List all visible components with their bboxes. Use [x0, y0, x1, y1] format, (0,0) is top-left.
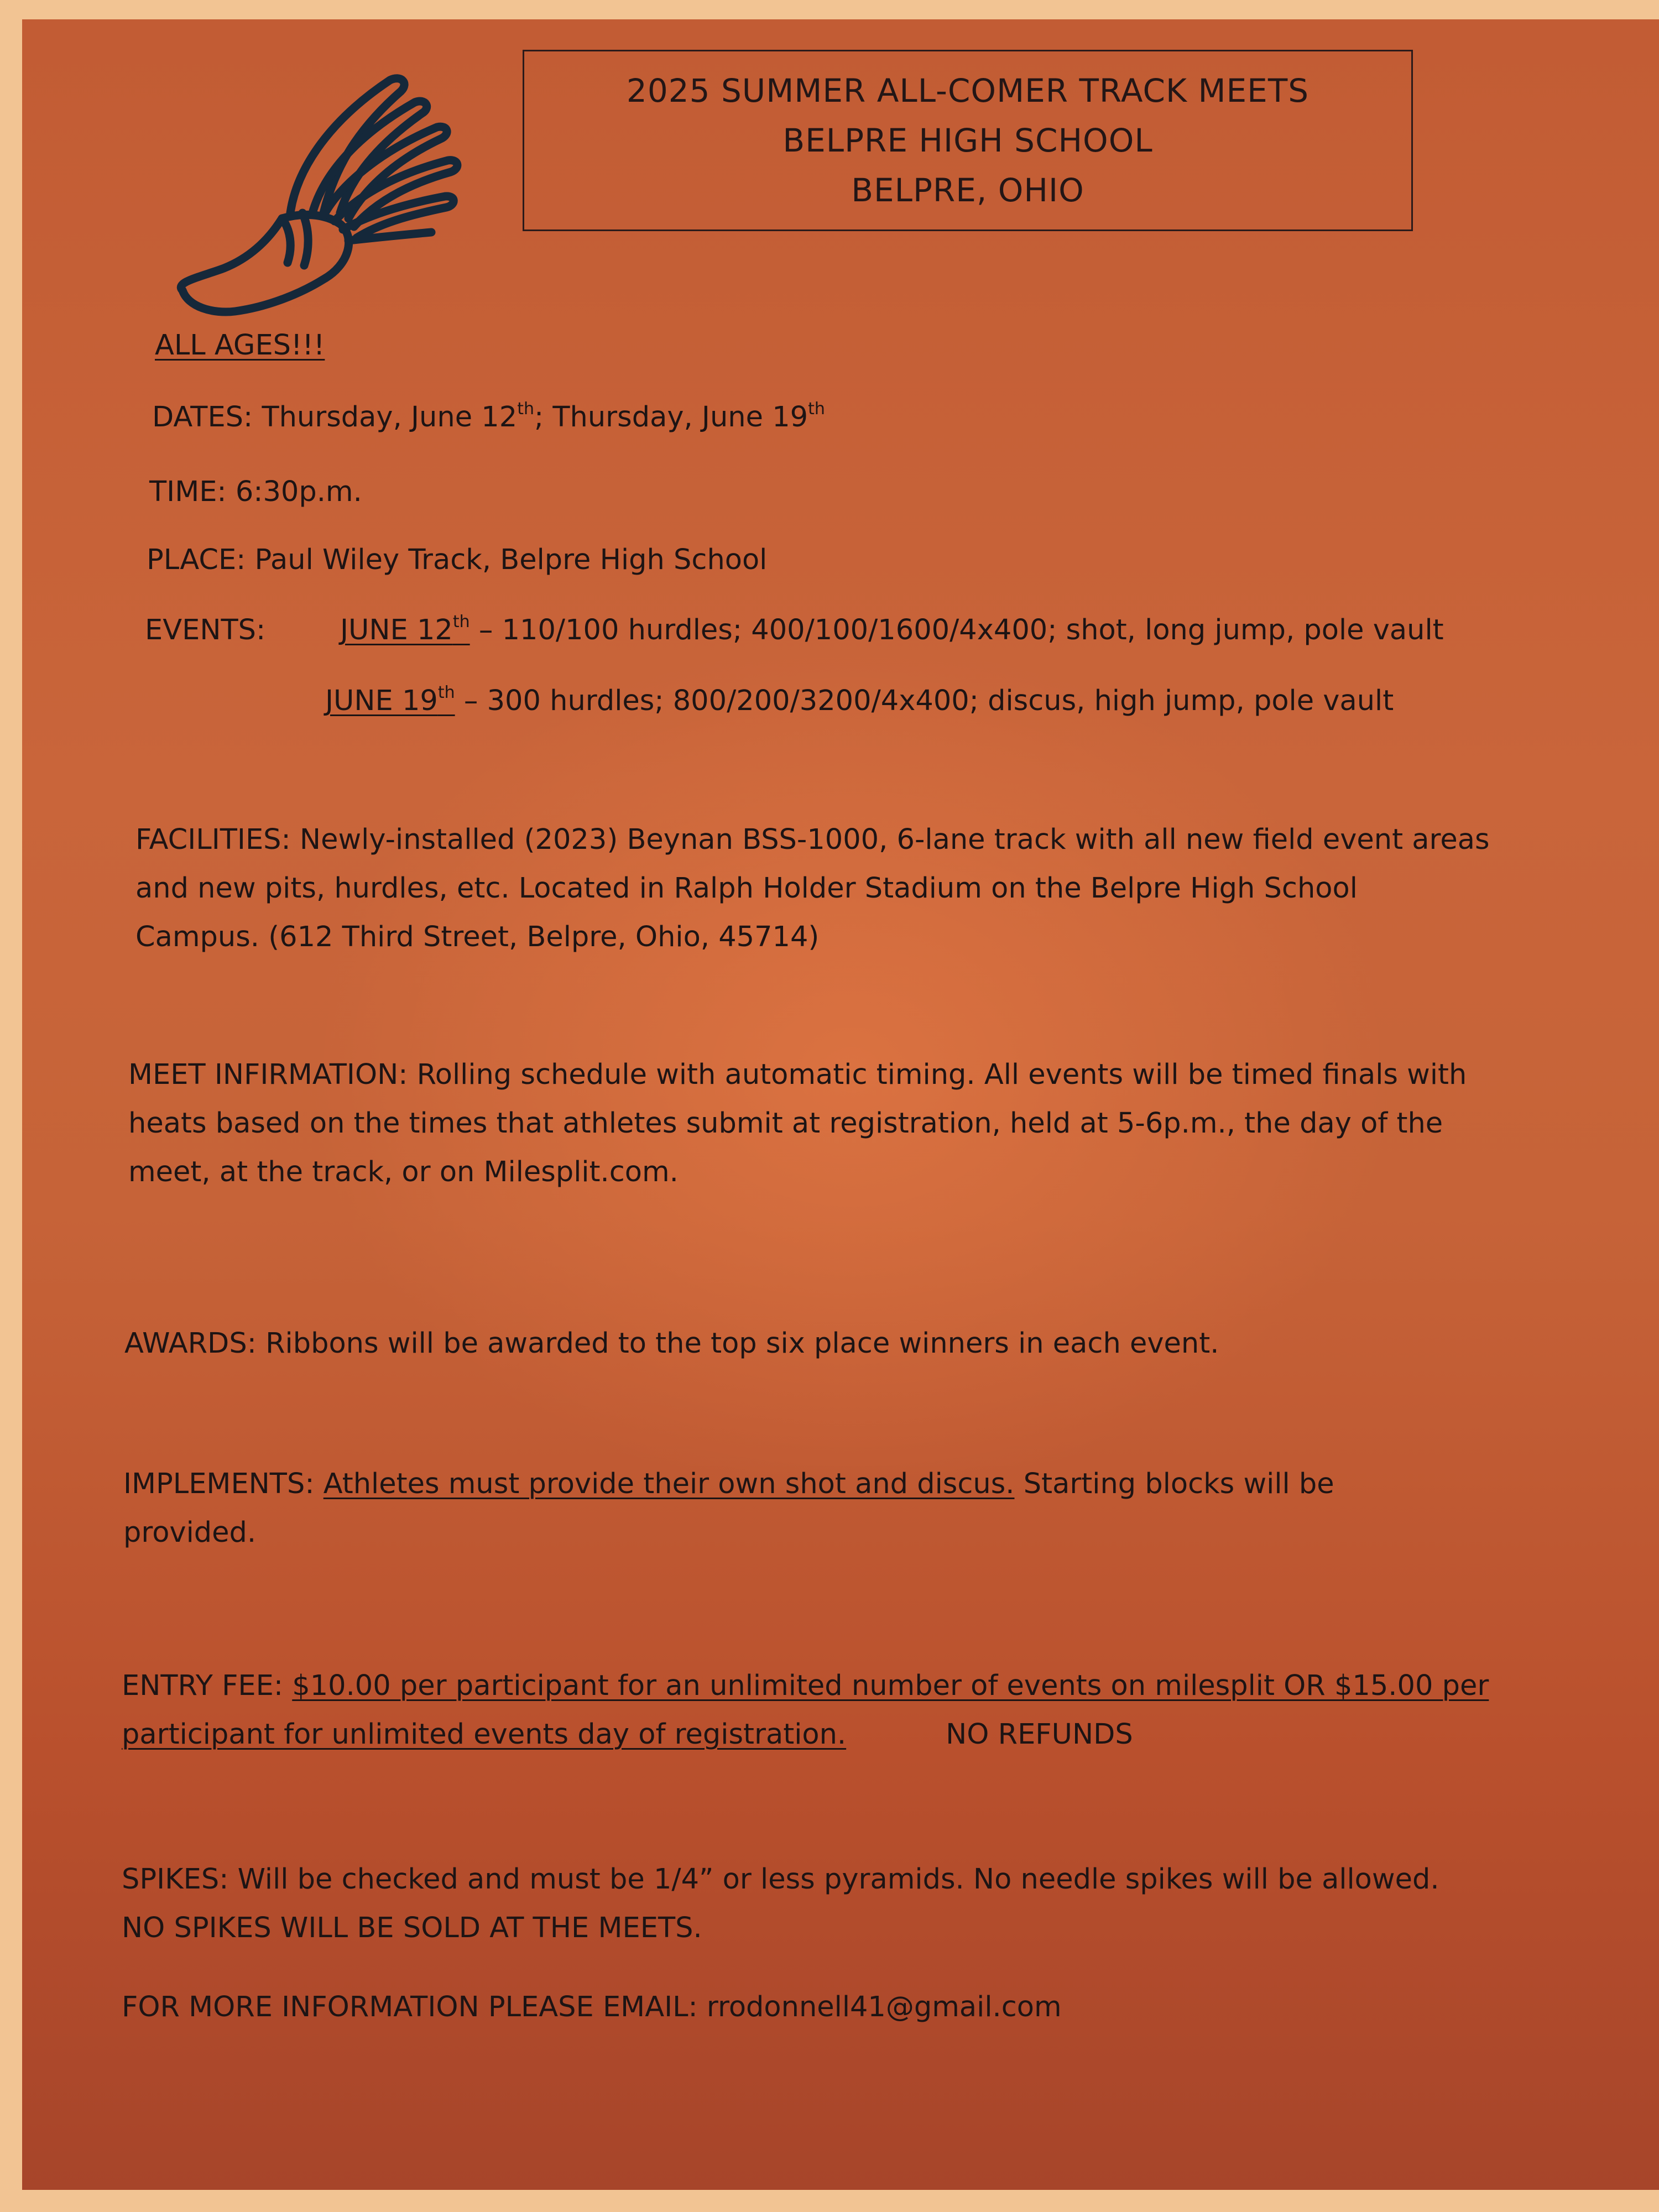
facilities-line-2: and new pits, hurdles, etc. Located in Ralph Holder Stadium on the Belpre High School — [135, 872, 1358, 905]
time-line: TIME: 6:30p.m. — [149, 476, 362, 508]
implements-paragraph — [123, 1460, 1334, 1557]
meet-info-line-2: heats based on the times that athletes submit at registration, held at 5-6p.m., the day of the — [128, 1107, 1443, 1140]
entry-fee-line-1: ENTRY FEE: $10.00 per participant for an unlimited number of events on milesplit OR $15.00 per — [122, 1670, 1489, 1702]
spikes-paragraph — [122, 1855, 1439, 1953]
no-refunds: NO REFUNDS — [946, 1718, 1133, 1751]
june-12-date: JUNE 12th — [340, 612, 470, 646]
entry-fee-paragraph — [122, 1662, 1489, 1759]
implements-line-1: IMPLEMENTS: Athletes must provide their own shot and discus. Starting blocks will be — [123, 1468, 1334, 1500]
dates-line — [152, 401, 825, 434]
events-label: EVENTS: — [145, 614, 266, 646]
title-box — [523, 50, 1413, 231]
june-19-events: – 300 hurdles; 800/200/3200/4x400; discus, high jump, pole vault — [455, 685, 1394, 717]
facilities-paragraph — [135, 816, 1490, 962]
meet-info-line-1: MEET INFIRMATION: Rolling schedule with automatic timing. All events will be timed finals with — [128, 1058, 1467, 1091]
awards-line: AWARDS: Ribbons will be awarded to the top six place winners in each event. — [124, 1327, 1219, 1360]
meet-info-line-3: meet, at the track, or on Milesplit.com. — [128, 1156, 679, 1188]
entry-fee-underlined-1: $10.00 per participant for an unlimited number of events on milesplit OR $15.00 per — [292, 1670, 1489, 1702]
title-line-3: BELPRE, OHIO — [851, 171, 1084, 209]
title-line-2: BELPRE HIGH SCHOOL — [782, 122, 1153, 159]
facilities-line-1: FACILITIES: Newly-installed (2023) Beynan BSS-1000, 6-lane track with all new field event areas — [135, 823, 1490, 856]
june-19-date: JUNE 19th — [325, 683, 455, 717]
entry-fee-line-2 — [122, 1710, 1489, 1759]
contact-line: FOR MORE INFORMATION PLEASE EMAIL: rrodonnell41@gmail.com — [122, 1991, 1062, 2023]
implements-line-2: provided. — [123, 1516, 257, 1549]
meet-info-paragraph — [128, 1051, 1467, 1197]
events-june-19 — [325, 685, 1394, 717]
flyer-page — [22, 19, 1659, 2190]
place-line: PLACE: Paul Wiley Track, Belpre High School — [147, 544, 768, 576]
dates-sup-1: th — [517, 399, 534, 419]
implements-underlined: Athletes must provide their own shot and discus. — [323, 1468, 1015, 1500]
spikes-line-1: SPIKES: Will be checked and must be 1/4” or less pyramids. No needle spikes will be allowed. — [122, 1863, 1439, 1896]
winged-foot-icon — [158, 47, 498, 324]
dates-sup-2: th — [808, 399, 825, 419]
entry-fee-underlined-2: participant for unlimited events day of registration. — [122, 1718, 847, 1751]
spikes-line-2: NO SPIKES WILL BE SOLD AT THE MEETS. — [122, 1912, 702, 1944]
june-12-events: – 110/100 hurdles; 400/100/1600/4x400; shot, long jump, pole vault — [469, 614, 1444, 646]
all-ages-heading: ALL AGES!!! — [155, 329, 325, 362]
dates-middle: ; Thursday, June 19 — [534, 401, 808, 434]
title-line-1: 2025 SUMMER ALL-COMER TRACK MEETS — [626, 72, 1310, 109]
facilities-line-3: Campus. (612 Third Street, Belpre, Ohio, 45714) — [135, 921, 820, 953]
dates-label: DATES: Thursday, June 12 — [152, 401, 518, 434]
events-june-12 — [340, 614, 1444, 646]
